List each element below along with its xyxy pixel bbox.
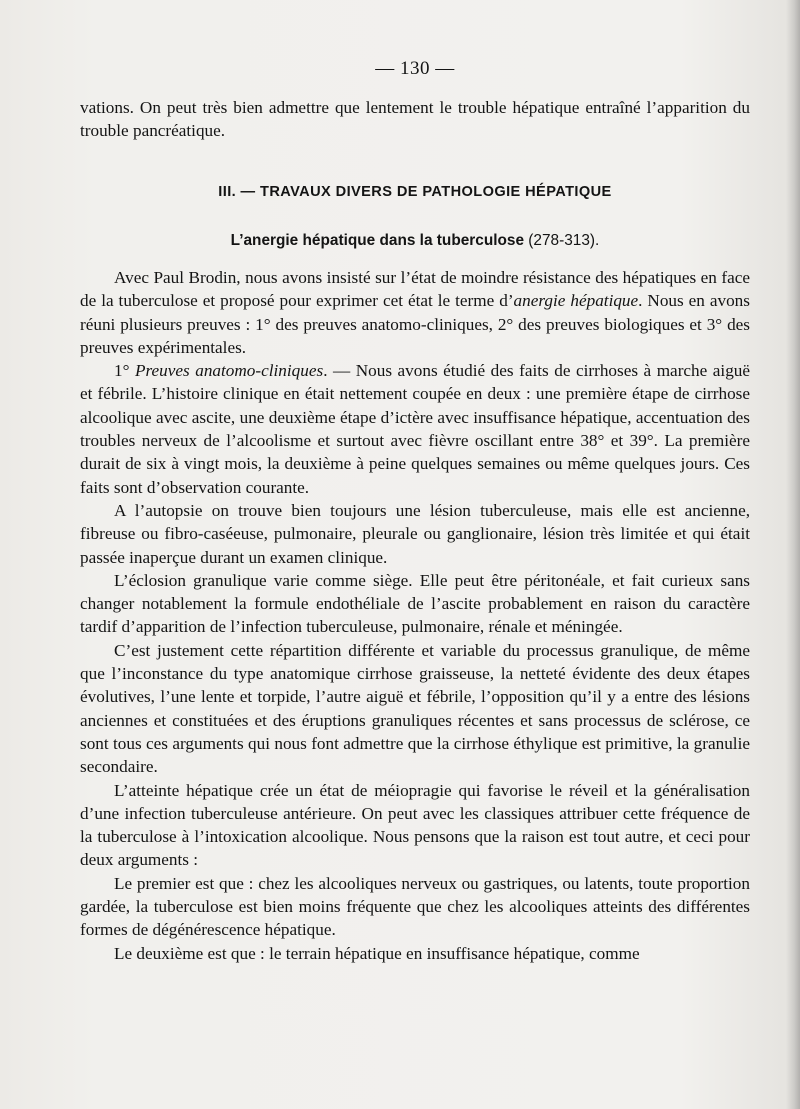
paragraph-emphasis: Preuves anatomo-cliniques <box>135 361 324 381</box>
sub-heading <box>80 229 750 252</box>
page-number: — 130 — <box>375 58 455 79</box>
paragraph-continuation: vations. On peut très bien admettre que lentement le trouble hépatique entraîné l’apparition du trouble pancréatique. <box>80 98 750 141</box>
section-heading: III. — TRAVAUX DIVERS DE PATHOLOGIE HÉPATIQUE <box>218 184 612 200</box>
paragraph-text: Avec Paul Brodin, nous avons insisté sur l’état de moindre résistance des hépatiques en face de la tuberculose et proposé pour exprimer cet état le terme d’ <box>80 268 750 311</box>
paragraph: L’éclosion granulique varie comme siège. Elle peut être péritonéale, et fait curieux sans changer notablement la formule endothéliale de l’ascite probablement en raison du caractère tardif d’apparition de l’infection tuberculeuse, pulmonaire, rénale et méningée. <box>80 570 750 637</box>
paragraph-emphasis: anergie hépatique <box>513 291 639 311</box>
paragraph-text: 1° <box>114 361 135 381</box>
paragraph: A l’autopsie on trouve bien toujours une lésion tuberculeuse, mais elle est ancienne, fibreuse ou fibro-caséeuse, pulmonaire, pleurale ou ganglionaire, lésion très limitée et qui était passée inaperçue durant un examen clinique. <box>80 500 750 567</box>
paragraph: L’atteinte hépatique crée un état de méiopragie qui favorise le réveil et la généralisation d’une infection tuberculeuse antérieure. On peut avec les classiques attribuer cette fréquence de la tuberculose à l’intoxication alcoolique. Nous pensons que la raison est tout autre, et ceci pour deux arguments : <box>80 780 750 870</box>
paragraph-text: . Nous en avons réuni plusieurs preuves : 1° des preuves anatomo-cliniques, 2° des preuves biologiques et 3° des preuves expérimentales. <box>80 291 750 357</box>
paragraph <box>80 266 750 359</box>
body-text <box>80 266 750 965</box>
paragraph: Le deuxième est que : le terrain hépatique en insuffisance hépatique, comme <box>114 943 640 963</box>
paragraph: C’est justement cette répartition différente et variable du processus granulique, de même que l’inconstance du type anatomique cirrhose graisseuse, la netteté évidente des deux étapes évolutives, l’une lente et torpide, l’autre aiguë et fébrile, l’opposition qu’il y a entre des lésions anciennes et constituées et des éruptions granuliques récentes et sans processus de sclérose, ce sont tous ces arguments qui nous font admettre que la cirrhose éthylique est primitive, la granulie secondaire. <box>80 640 750 777</box>
sub-heading-reference: (278-313). <box>524 232 600 249</box>
paragraph <box>80 359 750 499</box>
paragraph-text: . — Nous avons étudié des faits de cirrhoses à marche aiguë et fébrile. L’histoire clinique en était nettement coupée en deux : une première étape de cirrhose alcoolique avec ascite, une deuxième étape d’ictère avec insuffisance hépatique, accentuation des troubles nerveux de l’alcoolisme et surtout avec fièvre oscillant entre 38° et 39°. La première durait de six à vingt mois, la deuxième à peine quelques semaines ou même quelques jours. Ces faits sont d’observation courante. <box>80 361 751 497</box>
page-edge-shadow <box>786 0 800 1109</box>
paragraph: Le premier est que : chez les alcooliques nerveux ou gastriques, ou latents, toute proportion gardée, la tuberculose est bien moins fréquente que chez les alcooliques atteints des différentes formes de dégénérescence hépatique. <box>80 873 750 940</box>
sub-heading-title: L’anergie hépatique dans la tuberculose <box>230 232 525 249</box>
